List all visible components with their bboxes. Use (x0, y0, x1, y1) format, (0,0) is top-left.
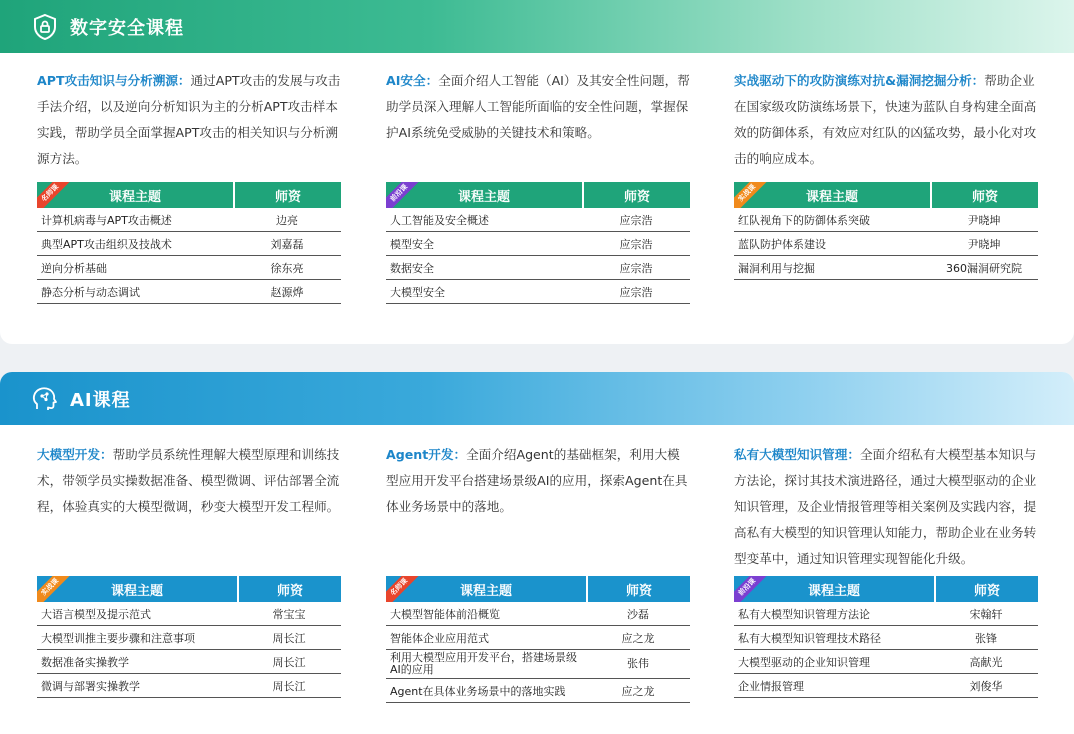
topic-cell: 大模型安全 (390, 285, 445, 299)
course-description (734, 442, 1040, 572)
header-teacher: 师资 (235, 182, 341, 208)
header-topic: 课程主题 (386, 576, 586, 602)
section-banner (0, 372, 1074, 425)
course-text: 帮助学员系统性理解大模型原理和训练技术，带领学员实操数据准备、模型微调、评估部署全流程，体验真实的大模型微调，秒变大模型开发工程师。 (37, 447, 340, 514)
table-row (37, 256, 341, 280)
teacher-cell: 高献光 (969, 655, 1003, 669)
course-text: 全面介绍Agent的基础框架，利用大模型应用开发平台搭建场景级AI的应用，探索Agent在具体业务场景中的落地。 (386, 447, 688, 514)
header-topic: 课程主题 (37, 182, 233, 208)
teacher-cell: 应宗浩 (619, 213, 653, 227)
table-row (734, 208, 1038, 232)
ribbon-badge: 实战课 (734, 182, 772, 208)
topic-cell: 计算机病毒与APT攻击概述 (41, 213, 172, 227)
table-row (37, 208, 341, 232)
table-row (386, 208, 690, 232)
teacher-cell: 刘嘉磊 (270, 237, 304, 251)
topic-cell: 大语言模型及提示范式 (41, 607, 151, 621)
course-name: AI安全： (386, 73, 439, 88)
topic-cell: 漏洞利用与挖掘 (738, 261, 815, 275)
table-row (386, 280, 690, 304)
table-header (37, 182, 341, 208)
course-name: 大模型开发： (37, 447, 113, 462)
table-row (734, 602, 1038, 626)
table-row (386, 602, 690, 626)
teacher-cell: 边亮 (276, 213, 298, 227)
table-row (37, 650, 341, 674)
course-block-agent-dev (386, 442, 692, 520)
course-name: APT攻击知识与分析溯源： (37, 73, 191, 88)
header-topic: 课程主题 (386, 182, 582, 208)
topic-cell: 数据安全 (390, 261, 434, 275)
course-description (37, 442, 343, 520)
header-topic: 课程主题 (734, 182, 930, 208)
header-topic: 课程主题 (37, 576, 237, 602)
teacher-cell: 沙磊 (627, 607, 649, 621)
table-row (37, 626, 341, 650)
topic-cell: 红队视角下的防御体系突破 (738, 213, 870, 227)
table-row (386, 232, 690, 256)
table-row (734, 232, 1038, 256)
table-row (37, 674, 341, 698)
course-block-red-blue (734, 68, 1040, 172)
course-block-apt (37, 68, 343, 172)
teacher-cell: 应之龙 (621, 684, 655, 698)
topic-cell: 大模型训推主要步骤和注意事项 (41, 631, 195, 645)
table-row (386, 626, 690, 650)
topic-cell: 大模型驱动的企业知识管理 (738, 655, 870, 669)
course-text: 帮助企业在国家级攻防演练场景下，快速为蓝队自身构建全面高效的防御体系，有效应对红队的凶猛攻势，最小化对攻击的响应成本。 (734, 73, 1037, 166)
header-teacher: 师资 (936, 576, 1038, 602)
course-description (37, 68, 343, 172)
course-table (734, 576, 1038, 698)
course-table (386, 576, 690, 703)
teacher-cell: 应宗浩 (619, 261, 653, 275)
header-teacher: 师资 (239, 576, 341, 602)
table-row (734, 626, 1038, 650)
course-block-private-llm (734, 442, 1040, 572)
table-header (37, 576, 341, 602)
teacher-cell: 周长江 (272, 655, 306, 669)
teacher-cell: 应宗浩 (619, 237, 653, 251)
table-header (734, 576, 1038, 602)
teacher-cell: 宋翰轩 (969, 607, 1003, 621)
course-text: 通过APT攻击的发展与攻击手法介绍，以及逆向分析知识为主的分析APT攻击样本实践，帮助学员全面掌握APT攻击的相关知识与分析溯源方法。 (37, 73, 341, 166)
table-row (734, 674, 1038, 698)
header-teacher: 师资 (584, 182, 690, 208)
section-title: 数字安全课程 (70, 17, 184, 39)
course-text: 全面介绍人工智能（AI）及其安全性问题，帮助学员深入理解人工智能所面临的安全性问题，掌握保护AI系统免受威胁的关键技术和策略。 (386, 73, 690, 140)
teacher-cell: 张伟 (627, 657, 649, 670)
topic-cell: 数据准备实操教学 (41, 655, 129, 669)
table-row (37, 602, 341, 626)
ribbon-badge: 名师课 (37, 182, 75, 208)
topic-cell: 微调与部署实操教学 (41, 679, 140, 693)
ribbon-badge: 前沿课 (386, 182, 424, 208)
course-description (734, 68, 1040, 172)
topic-cell: 静态分析与动态调试 (41, 285, 140, 299)
topic-cell: 大模型智能体前沿概览 (390, 607, 500, 621)
teacher-cell: 张锋 (975, 631, 997, 645)
table-row (37, 280, 341, 304)
teacher-cell: 尹晓坤 (967, 237, 1001, 251)
teacher-cell: 周长江 (272, 679, 306, 693)
ai-brain-icon (30, 384, 60, 414)
topic-cell: 利用大模型应用开发平台，搭建场景级AI的应用 (390, 651, 577, 676)
topic-cell: 私有大模型知识管理方法论 (738, 607, 870, 621)
topic-cell: 智能体企业应用范式 (390, 631, 489, 645)
teacher-cell: 尹晓坤 (967, 213, 1001, 227)
ribbon-badge: 实战课 (37, 576, 75, 602)
topic-cell: 逆向分析基础 (41, 261, 107, 275)
course-name: Agent开发： (386, 447, 467, 462)
header-teacher: 师资 (932, 182, 1038, 208)
teacher-cell: 应宗浩 (619, 285, 653, 299)
topic-cell: 典型APT攻击组织及技战术 (41, 237, 172, 251)
digital-security-section (0, 0, 1074, 344)
table-row (386, 679, 690, 703)
course-table (734, 182, 1038, 280)
course-table (386, 182, 690, 304)
table-header (386, 182, 690, 208)
header-topic: 课程主题 (734, 576, 934, 602)
teacher-cell: 赵源烨 (270, 285, 304, 299)
topic-cell: Agent在具体业务场景中的落地实践 (390, 684, 566, 698)
table-header (734, 182, 1038, 208)
course-block-ai-security (386, 68, 692, 146)
teacher-cell: 刘俊华 (969, 679, 1003, 693)
header-teacher: 师资 (588, 576, 690, 602)
table-header (386, 576, 690, 602)
section-banner (0, 0, 1074, 53)
ribbon-badge: 前沿课 (734, 576, 772, 602)
section-title: AI课程 (70, 389, 131, 411)
teacher-cell: 常宝宝 (272, 607, 306, 621)
course-text: 全面介绍私有大模型基本知识与方法论，探讨其技术演进路径，通过大模型驱动的企业知识管理，及企业情报管理等相关案例及实践内容，提高私有大模型的知识管理认知能力，帮助企业在业务转型变革中，通过知识管理实现智能化升级。 (734, 447, 1037, 566)
course-name: 实战驱动下的攻防演练对抗&漏洞挖掘分析： (734, 73, 985, 88)
teacher-cell: 360漏洞研究院 (946, 261, 1022, 275)
course-name: 私有大模型知识管理： (734, 447, 860, 462)
course-table (37, 182, 341, 304)
ribbon-badge: 名师课 (386, 576, 424, 602)
teacher-cell: 徐东亮 (270, 261, 304, 275)
table-row (734, 650, 1038, 674)
topic-cell: 私有大模型知识管理技术路径 (738, 631, 881, 645)
ai-course-section (0, 372, 1074, 734)
table-row (386, 650, 690, 679)
topic-cell: 人工智能及安全概述 (390, 213, 489, 227)
teacher-cell: 周长江 (272, 631, 306, 645)
teacher-cell: 应之龙 (621, 631, 655, 645)
topic-cell: 蓝队防护体系建设 (738, 237, 826, 251)
course-description (386, 442, 692, 520)
topic-cell: 模型安全 (390, 237, 434, 251)
course-block-llm-dev (37, 442, 343, 520)
table-row (386, 256, 690, 280)
table-row (734, 256, 1038, 280)
table-row (37, 232, 341, 256)
course-table (37, 576, 341, 698)
shield-lock-icon (30, 12, 60, 42)
course-description (386, 68, 692, 146)
topic-cell: 企业情报管理 (738, 679, 804, 693)
